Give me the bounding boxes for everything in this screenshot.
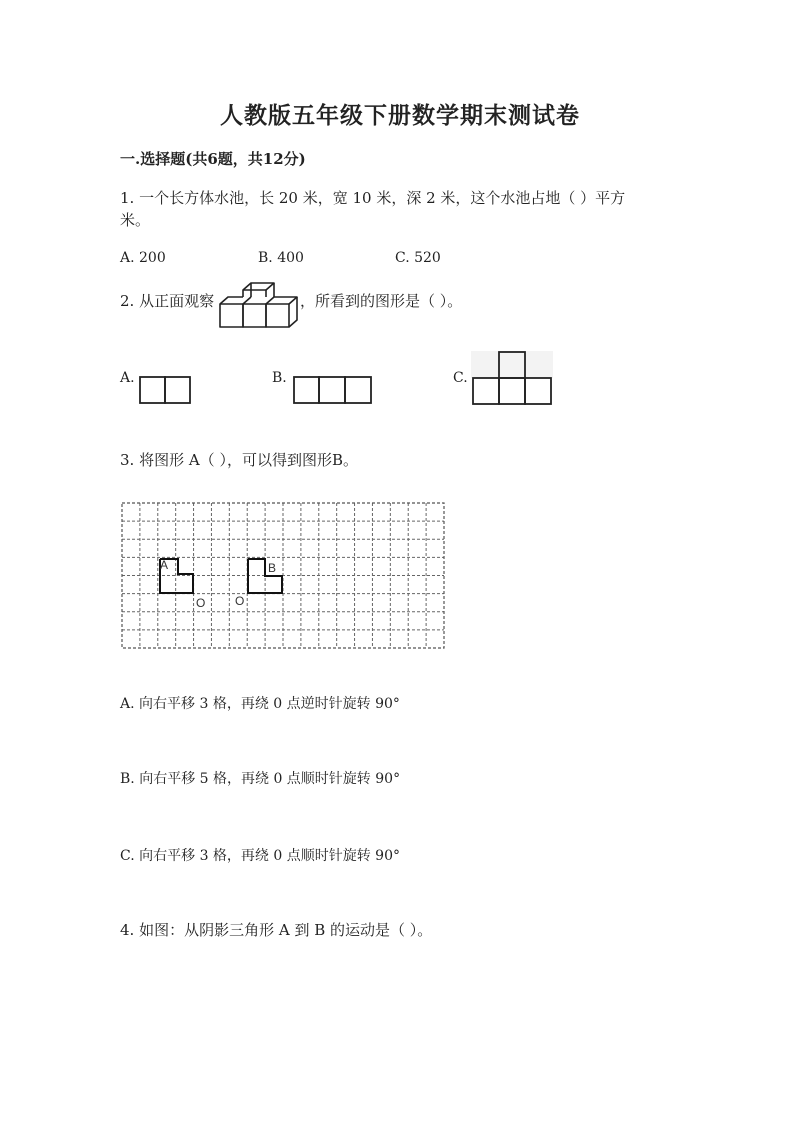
- section-heading: 一.选择题(共6题，共12分): [120, 150, 306, 168]
- q2-option-b-figure: [293, 376, 372, 404]
- q2-option-a-figure: [139, 376, 191, 404]
- question-2-prefix: 2. 从正面观察: [120, 292, 215, 310]
- q3-option-b: B. 向右平移 5 格，再绕 0 点顺时针旋转 90°: [120, 771, 401, 787]
- q2-option-c-label: C.: [453, 370, 468, 386]
- label-o-1: O: [196, 596, 206, 610]
- label-o-2: O: [235, 594, 245, 608]
- question-3-text: 3. 将图形 A（ ），可以得到图形B。: [120, 451, 358, 469]
- q3-grid-figure: [120, 501, 446, 650]
- q1-option-b: B. 400: [258, 250, 304, 266]
- q3-option-c: C. 向右平移 3 格，再绕 0 点顺时针旋转 90°: [120, 848, 400, 864]
- question-4-text: 4. 如图：从阴影三角形 A 到 B 的运动是（ ）。: [120, 921, 433, 939]
- q1-option-a: A. 200: [120, 250, 166, 266]
- q1-option-c: C. 520: [395, 250, 441, 266]
- q2-option-c-figure: [471, 351, 553, 405]
- cube-stack-figure: [218, 287, 298, 329]
- q2-option-a-label: A.: [120, 370, 135, 386]
- page-title: 人教版五年级下册数学期末测试卷: [220, 102, 580, 129]
- q3-option-a: A. 向右平移 3 格，再绕 0 点逆时针旋转 90°: [120, 696, 400, 712]
- question-2-suffix: ，所看到的图形是（ ）。: [300, 292, 463, 310]
- question-1-line-2: 米。: [120, 211, 151, 229]
- question-1-line-1: 1. 一个长方体水池，长 20 米，宽 10 米，深 2 米，这个水池占地（ ）平方: [120, 189, 626, 207]
- label-a: A: [160, 558, 169, 572]
- label-b: B: [268, 561, 277, 575]
- q2-option-b-label: B.: [272, 370, 287, 386]
